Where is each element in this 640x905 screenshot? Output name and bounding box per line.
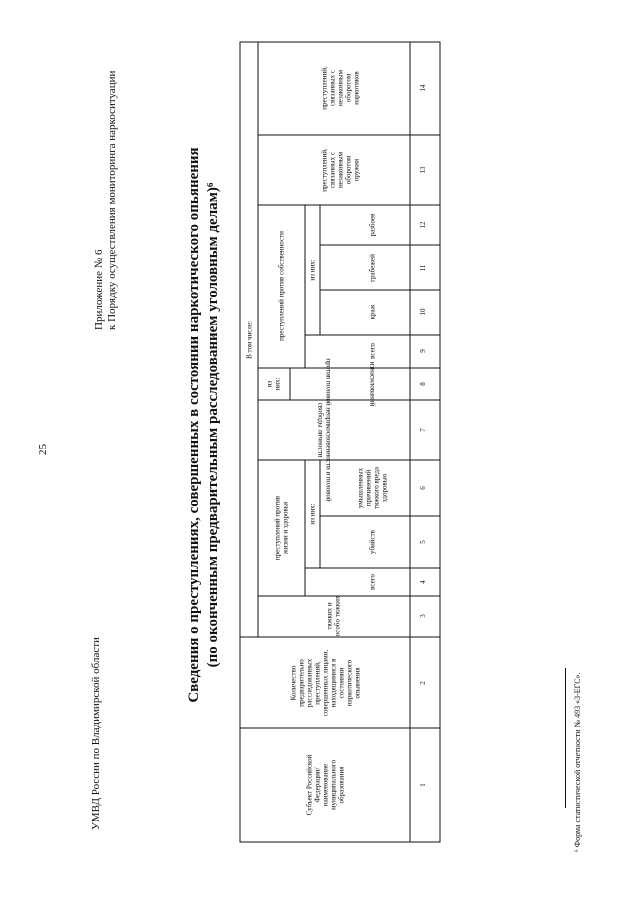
column-number-1: 1 xyxy=(419,783,427,787)
column-number-14: 14 xyxy=(419,84,427,92)
column-header-9: всего xyxy=(368,343,377,359)
footnote: ⁶ Форма статистической отчетности № 493 «3-ЕГС». xyxy=(573,672,582,852)
column-number-8: 8 xyxy=(419,382,427,386)
column-header-10: краж xyxy=(368,304,377,320)
column-number-5: 5 xyxy=(419,540,427,544)
column-number-13: 13 xyxy=(419,166,427,174)
title-line-1: Сведения о преступлениях, совершенных в состоянии наркотического опьянения xyxy=(186,147,202,703)
organization-name: УМВД России по Владимирской области xyxy=(90,637,102,830)
group-life-health: преступлений противжизни и здоровья xyxy=(273,495,290,561)
column-number-10: 10 xyxy=(419,308,427,316)
column-header-13: преступлений,связанных снезаконнымоборотоморужия xyxy=(320,148,361,192)
column-header-4: всего xyxy=(368,574,377,590)
column-number-3: 3 xyxy=(419,614,427,618)
appendix-line-2: к Порядку осуществления мониторинга наркоситуации xyxy=(106,70,118,330)
column-header-8: изнасилований xyxy=(368,361,377,407)
column-number-2: 2 xyxy=(419,681,427,685)
page-number: 25 xyxy=(37,444,49,455)
appendix-line-1: Приложение № 6 xyxy=(93,249,105,330)
column-header-14: преступлений,связанных снезаконнымоборотомнаркотиков xyxy=(320,66,361,110)
of-them-rape: изних: xyxy=(265,377,282,391)
column-number-11: 11 xyxy=(419,264,427,272)
column-number-6: 6 xyxy=(419,486,427,490)
group-property: преступлений против собственности xyxy=(277,231,286,341)
column-number-12: 12 xyxy=(419,221,427,229)
column-header-12: разбоев xyxy=(368,213,377,237)
column-header-11: грабежей xyxy=(368,254,377,282)
column-header-5: убийств xyxy=(368,530,377,554)
column-header-7: против половой неприкосновенности и половойсвободы личности xyxy=(316,358,333,502)
column-number-4: 4 xyxy=(419,580,427,584)
column-number-9: 9 xyxy=(419,349,427,353)
column-number-7: 7 xyxy=(419,428,427,432)
of-them-life: из них: xyxy=(308,503,317,525)
column-header-2: Количествопредварительнорасследованныхпреступлений,совершенных лицами,находящимися всостояниинаркотическогоопьянения xyxy=(289,649,362,717)
in-total-label: В том числе: xyxy=(245,321,254,359)
column-header-3: тяжких иособо тяжких xyxy=(325,595,342,637)
of-them-property: из них: xyxy=(308,259,317,281)
column-header-1: Субъект РоссийскойФедерации/наименованиемуниципальногообразования xyxy=(305,754,346,816)
title-line-2: (по оконченным предварительным расследованием уголовным делам)⁶ xyxy=(205,182,221,668)
column-header-6: умышленныхпричиненийтяжкого вредаздоровью xyxy=(356,466,389,510)
